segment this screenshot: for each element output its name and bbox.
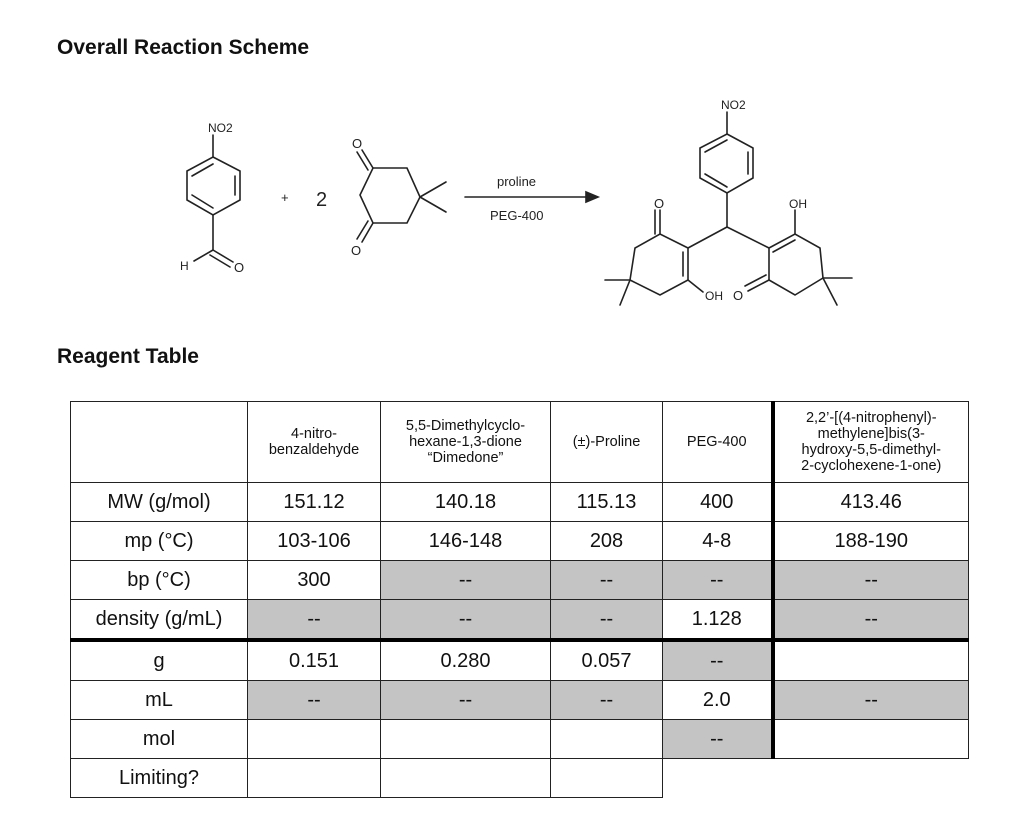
- table-cell[interactable]: [381, 720, 551, 759]
- header-cell: 5,5-Dimethylcyclo- hexane-1,3-dione “Dimedone”: [381, 402, 551, 483]
- header-cell: [71, 402, 248, 483]
- table-cell[interactable]: 0.057: [551, 640, 663, 681]
- table-cell: --: [551, 681, 663, 720]
- o-label: O: [733, 288, 744, 303]
- h-label: H: [180, 259, 189, 273]
- table-row: [71, 720, 969, 759]
- table-cell: 103-106: [248, 522, 381, 561]
- oh-label: OH: [705, 289, 723, 303]
- table-cell: 208: [551, 522, 663, 561]
- table-cell: --: [551, 600, 663, 641]
- row-label: g: [71, 640, 248, 681]
- table-cell[interactable]: [773, 640, 969, 681]
- nitrobenzaldehyde-structure: [180, 121, 244, 275]
- row-label: MW (g/mol): [71, 483, 248, 522]
- arrow-reagent-proline: proline: [497, 174, 537, 189]
- table-cell[interactable]: [551, 759, 663, 798]
- arrow-reagent-peg: PEG-400: [490, 208, 544, 223]
- table-cell: --: [381, 561, 551, 600]
- row-label: mp (°C): [71, 522, 248, 561]
- row-label: Limiting?: [71, 759, 248, 798]
- table-cell: 115.13: [551, 483, 663, 522]
- row-label: density (g/mL): [71, 600, 248, 641]
- o-label: O: [352, 136, 363, 151]
- table-cell: --: [381, 600, 551, 641]
- table-cell: 140.18: [381, 483, 551, 522]
- table-row: [71, 759, 969, 798]
- table-cell: 151.12: [248, 483, 381, 522]
- table-cell: 146-148: [381, 522, 551, 561]
- header-cell: 4-nitro- benzaldehyde: [248, 402, 381, 483]
- table-cell[interactable]: [248, 759, 381, 798]
- table-cell: --: [381, 681, 551, 720]
- row-label: mL: [71, 681, 248, 720]
- table-cell: 188-190: [773, 522, 969, 561]
- table-row: [71, 483, 969, 522]
- empty-cell: [663, 759, 773, 798]
- table-cell[interactable]: 0.151: [248, 640, 381, 681]
- table-cell[interactable]: [773, 720, 969, 759]
- table-cell: --: [248, 600, 381, 641]
- table-cell[interactable]: [551, 720, 663, 759]
- o-label: O: [654, 196, 665, 211]
- row-label: mol: [71, 720, 248, 759]
- table-cell: --: [773, 681, 969, 720]
- table-cell[interactable]: 0.280: [381, 640, 551, 681]
- table-row: [71, 561, 969, 600]
- o-label: O: [234, 260, 245, 275]
- table-cell: 1.128: [663, 600, 773, 641]
- reaction-scheme: [0, 0, 1024, 330]
- table-cell: --: [663, 561, 773, 600]
- table-cell: 413.46: [773, 483, 969, 522]
- table-cell[interactable]: [381, 759, 551, 798]
- table-cell: --: [773, 600, 969, 641]
- reaction-arrow: [465, 174, 598, 223]
- table-cell: --: [663, 720, 773, 759]
- product-structure: [605, 98, 852, 305]
- table-cell: --: [551, 561, 663, 600]
- table-row: [71, 640, 969, 681]
- no2-label: NO2: [721, 98, 746, 112]
- header-cell: (±)-Proline: [551, 402, 663, 483]
- table-cell: 300: [248, 561, 381, 600]
- table-cell: --: [773, 561, 969, 600]
- table-row: [71, 522, 969, 561]
- oh-label: OH: [789, 197, 807, 211]
- o-label: O: [351, 243, 362, 258]
- table-cell[interactable]: 2.0: [663, 681, 773, 720]
- table-cell: 400: [663, 483, 773, 522]
- table-header-row: [71, 402, 969, 483]
- header-cell: PEG-400: [663, 402, 773, 483]
- plus-sign: +: [281, 190, 289, 205]
- table-cell: --: [248, 681, 381, 720]
- table-row: [71, 681, 969, 720]
- table-cell: 4-8: [663, 522, 773, 561]
- coefficient: 2: [316, 189, 328, 211]
- table-row: [71, 600, 969, 641]
- no2-label: NO2: [208, 121, 233, 135]
- dimedone-structure: [351, 136, 446, 258]
- header-cell: 2,2’-[(4-nitrophenyl)- methylene]bis(3- hydroxy-5,5-dimethyl- 2-cyclohexene-1-one): [773, 402, 969, 483]
- table-cell[interactable]: [248, 720, 381, 759]
- row-label: bp (°C): [71, 561, 248, 600]
- table-cell: --: [663, 640, 773, 681]
- section-heading-table: Reagent Table: [57, 345, 199, 368]
- section-heading-scheme: Overall Reaction Scheme: [57, 36, 310, 59]
- reagent-table: [70, 401, 969, 798]
- empty-cell: [773, 759, 969, 798]
